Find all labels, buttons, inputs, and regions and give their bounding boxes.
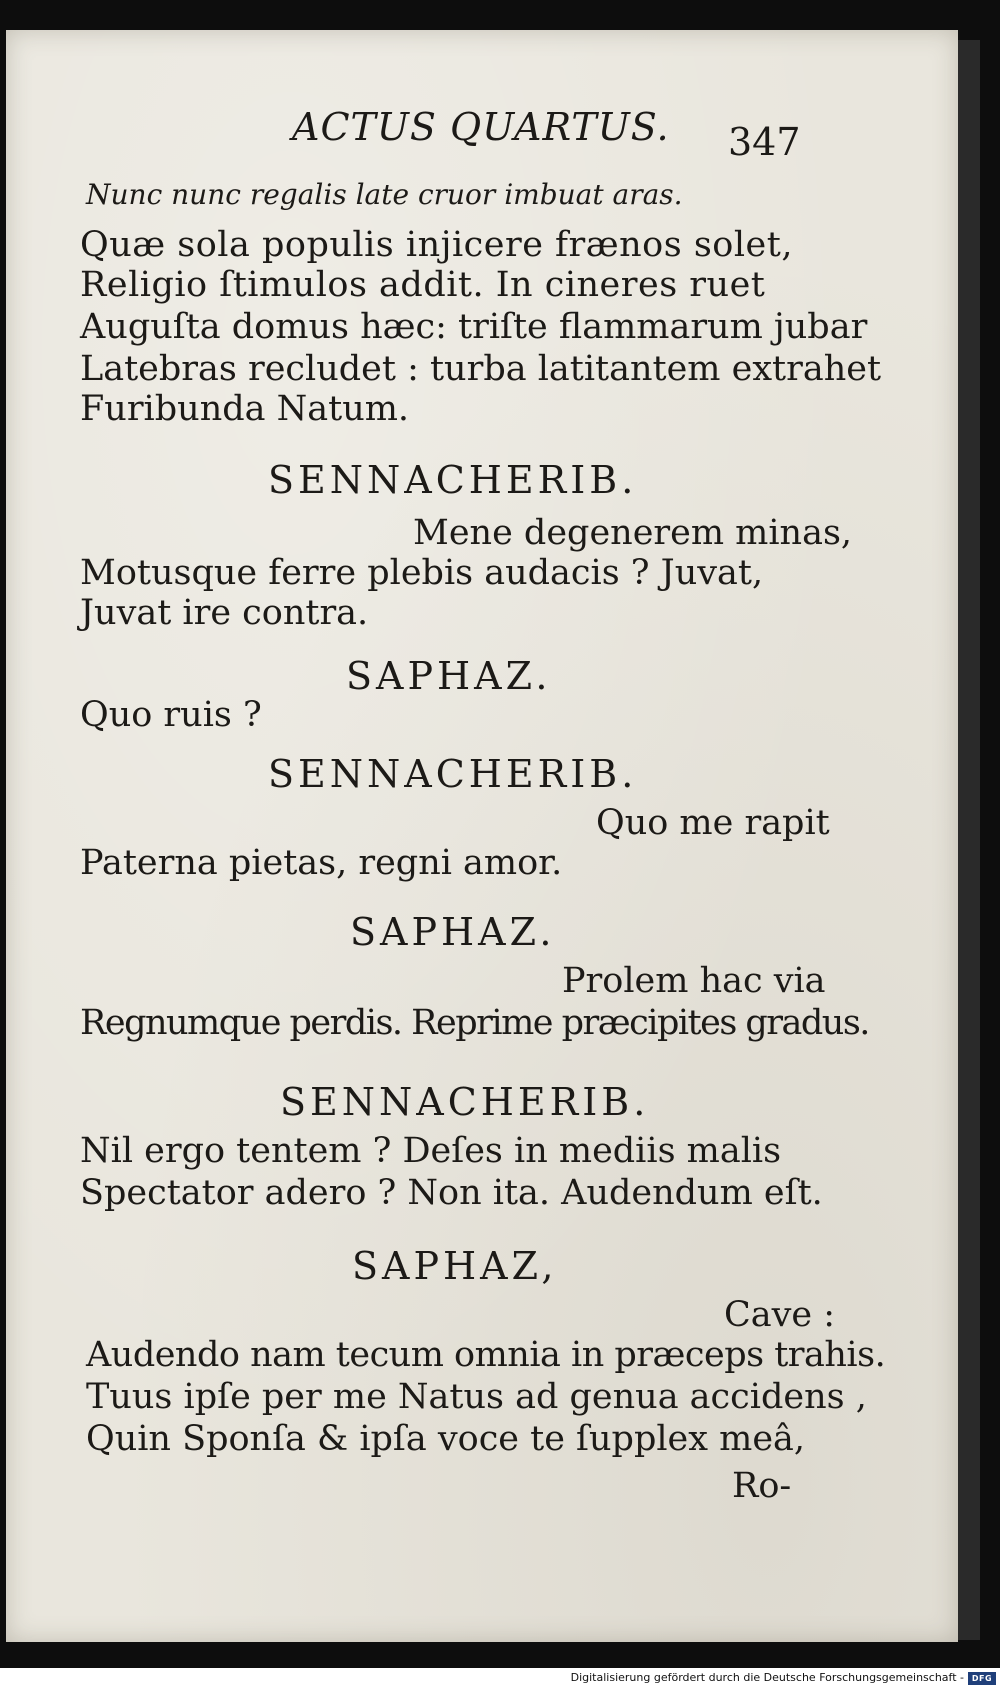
speaker-heading: SAPHAZ. <box>346 654 552 698</box>
verse-line: Quo me rapit <box>596 803 830 843</box>
verse-line: Paterna pietas, regni amor. <box>80 843 563 883</box>
verse-line: Regnumque perdis. Reprime præcipites gradus. <box>80 1003 869 1043</box>
dfg-logo: DFG <box>968 1672 996 1685</box>
verse-line: Furibunda Natum. <box>80 389 410 429</box>
verse-line: Tuus ipſe per me Natus ad genua accidens , <box>86 1377 867 1417</box>
verse-line: Nunc nunc regalis late cruor imbuat aras. <box>86 178 683 211</box>
verse-line: Motusque ferre plebis audacis ? Juvat, <box>80 553 764 593</box>
verse-line: Mene degenerem minas, <box>413 513 853 553</box>
catchword: Ro- <box>732 1466 792 1506</box>
footer-bar <box>0 1668 1000 1690</box>
verse-line: Nil ergo tentem ? Deſes in mediis malis <box>80 1131 782 1171</box>
speaker-heading: SENNACHERIB. <box>280 1080 650 1124</box>
verse-line: Latebras recludet : turba latitantem extrahet <box>80 349 882 389</box>
verse-line: Prolem hac via <box>562 961 826 1001</box>
verse-line: Quo ruis ? <box>80 695 262 735</box>
verse-line: Auguſta domus hæc: triſte flammarum jubar <box>80 307 868 347</box>
verse-line: Cave : <box>724 1295 836 1335</box>
verse-line: Quin Sponſa & ipſa voce te ſupplex meâ, <box>86 1419 806 1459</box>
footer-credit: Digitalisierung gefördert durch die Deutsche Forschungsgemeinschaft - <box>570 1671 964 1684</box>
speaker-heading: SENNACHERIB. <box>268 458 638 502</box>
verse-line: Audendo nam tecum omnia in præceps trahis. <box>86 1335 886 1375</box>
speaker-heading: SAPHAZ, <box>352 1244 558 1288</box>
page-number: 347 <box>728 120 801 164</box>
speaker-heading: SENNACHERIB. <box>268 752 638 796</box>
running-header: ACTUS QUARTUS. <box>292 105 670 149</box>
verse-line: Spectator adero ? Non ita. Audendum eſt. <box>80 1173 823 1213</box>
speaker-heading: SAPHAZ. <box>350 910 556 954</box>
verse-line: Juvat ire contra. <box>80 593 369 633</box>
verse-line: Religio ſtimulos addit. In cineres ruet <box>80 265 766 305</box>
book-edge <box>958 40 980 1640</box>
verse-line: Quæ sola populis injicere frænos solet, <box>80 225 793 265</box>
